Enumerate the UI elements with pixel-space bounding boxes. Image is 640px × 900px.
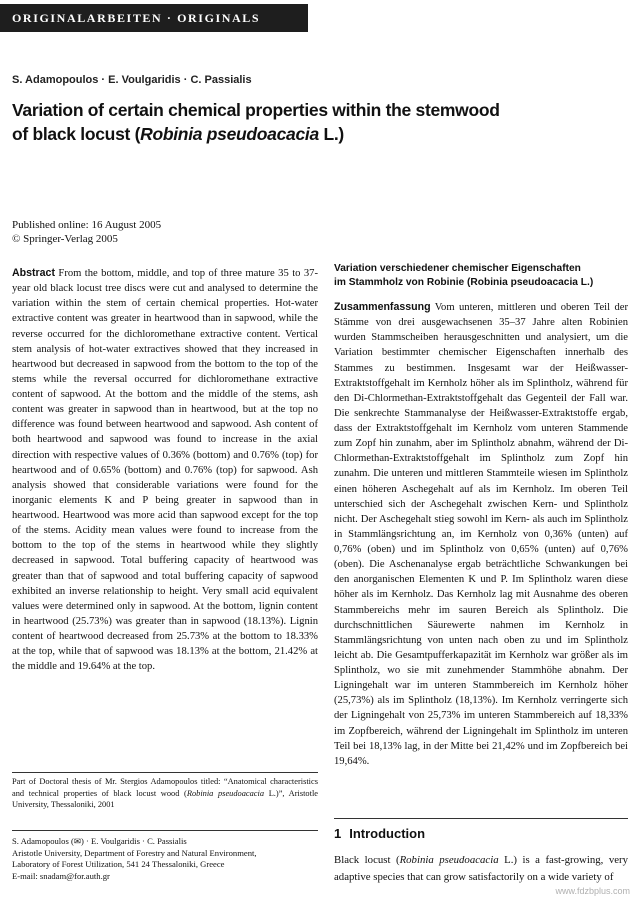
german-title-line-1: Variation verschiedener chemischer Eigenschaften <box>334 263 581 274</box>
published-date: Published online: 16 August 2005 <box>12 219 162 231</box>
affiliation-authors: S. Adamopoulos (✉) · E. Voulgaridis · C. Passialis <box>12 836 187 846</box>
article-title <box>12 98 512 146</box>
affiliation-divider <box>12 830 318 831</box>
footnote-part-1: Part of Doctoral thesis of Mr. Stergios Adamopoulos titled: “Anatomical characteristics and technical properties of black locust wood ( <box>12 777 318 798</box>
abstract <box>12 266 318 674</box>
footnote-species: Robinia pseudoacacia <box>186 788 265 798</box>
footnote-part-2: L.)”, Aristotle University, Thessaloniki, 2001 <box>12 788 318 810</box>
watermark: www.fdzbplus.com <box>555 886 630 896</box>
title-part-1: Variation of certain chemical properties within the stemwood of black locust ( <box>12 100 500 144</box>
intro-part-2: L.) is a fast-growing, very adaptive species that can grow satisfactorily on a wide variety of <box>334 854 628 883</box>
german-title <box>334 262 628 289</box>
intro-species: Robinia pseudoacacia <box>399 854 499 866</box>
author-email: E-mail: snadam@for.auth.gr <box>12 870 110 881</box>
affiliation <box>12 836 318 882</box>
publication-info <box>12 218 161 246</box>
abstract-label: Abstract <box>12 267 55 279</box>
copyright: © Springer-Verlag 2005 <box>12 233 118 245</box>
footnote <box>12 776 318 811</box>
introduction-text <box>334 852 628 886</box>
german-abstract <box>334 300 628 769</box>
german-abstract-text: Vom unteren, mittleren und oberen Teil der Stämme von drei ausgewachsenen 35–37 Jahre alten Robinien wurden Stammscheiben herausgeschnitten und analysiert, um die Variation bestimmter chemischer Eigenschaften innerhalb des Stammes zu bestimmen. Insgesamt war der Heißwasser-Extraktstoffgehalt im Kernholz höher als im Splintholz, während für den Di-Chlormethan-Extraktstoffgehalt das Gegenteil der Fall war. Die senkrechte Stammanalyse der Heißwasser-Extraktstoffe ergab, dass der Extraktstoffgehalt im Kernholz vom unteren Stammende zum Zopf hin zunahm, aber im Splintholz abnahm, während der Di-Chlormethan-Extraktstoffgehalt im Splintholz zum Zopf hin zunahm. Die unteren und mittleren Stammteile wiesen im Splintholz einen höheren Aschegehalt auf als im Kernholz. Im oberen Teil unterschied sich der Aschegehalt zwischen Kern- und Splintholz nicht. Der Aschegehalt stieg sowohl im Kern- als auch im Splintholz in Stammlängsrichtung an, im Kernholz von 0,36% (unten) auf 0,76% (oben) und im Splintholz von 0,65% (unten) auf 0,76% (oben). Die Aschenanalyse ergab beträchtliche Schwankungen bei den anorganischen Elementen K und P. Im Splintholz waren diese höher als im Kernholz. Das Kernholz lag mit Ausnahme des oberen Stammbereichs mehr im sauren Bereich als Splintholz. Die durchschnittlichen Säurewerte nahmen im Kernholz in Stammlängsrichtung von unten nach oben zu und im Splintholz leicht ab. Die Gesamtpufferkapazität im Kernholz war größer als im Splintholz, wo sie mit zunehmender Stammhöhe abnahm. Der Ligningehalt war im unteren Stammbereich im Kernholz höher (25,73%) als im Splintholz (18,13%). Im Kernholz verringerte sich der Ligningehalt von 25,73% im unteren Stammbereich auf 18,33% im Zopfbereich, während der Ligningehalt im Splintholz im unteren Teil bei 18,13% lag, in der Mitte bei 21,42% und im Zopfbereich bei 19,64%. <box>334 302 628 767</box>
introduction-heading <box>334 826 425 841</box>
title-species: Robinia pseudoacacia <box>140 124 319 144</box>
german-title-line-2: im Stammholz von Robinie (Robinia pseudoacacia L.) <box>334 276 594 288</box>
affiliation-line-2: Laboratory of Forest Utilization, 541 24 Thessaloniki, Greece <box>12 859 225 870</box>
german-abstract-label: Zusammenfassung <box>334 301 431 313</box>
section-title: Introduction <box>349 826 426 841</box>
introduction-divider <box>334 818 628 819</box>
footnote-divider <box>12 772 318 773</box>
journal-section-header: ORIGINALARBEITEN · ORIGINALS <box>0 4 308 32</box>
intro-part-1: Black locust ( <box>334 854 400 866</box>
title-part-2: L.) <box>318 124 344 144</box>
author-line: S. Adamopoulos · E. Voulgaridis · C. Passialis <box>12 74 252 86</box>
abstract-text: From the bottom, middle, and top of three mature 35 to 37-year old black locust tree discs were cut and analysed to determine the variation within the stem of certain chemical properties. Hot-water extractive content was greater in heartwood than in sapwood, while the reverse occurred for the dichloromethane extractive content. Vertical stem analysis of hot-water extractives showed that they increased in heartwood but decreased in sapwood from the bottom to the top of the stems while the reversal occurred for dichloromethane extractive content of sapwood. At the bottom and the middle of the stems, ash content was greater in sapwood than in heartwood, but at the top no difference was found between heartwood and sapwood. Ash content of both heartwood and sapwood was found to increase in the axial direction with respective values of 0.36% (bottom) and 0.76% (top) for heartwood and of 0.65% (bottom) and 0.76% (top) for sapwood. Ash analysis showed that considerable variations were found for the inorganic elements K and P being greater in sapwood than in heartwood. Heartwood was more acid than sapwood except for the top of the stems. Acidity mean values were found to increase from the bottom to the top of the stems in heartwood while they slightly decreased in sapwood. Total buffering capacity of heartwood was greater than that of sapwood and total buffering capacity of sapwood exhibited an inverse relationship to height. Very small acid equivalent values were determined only in sapwood. At the bottom, lignin content in heartwood (25.73%) was greater than in sapwood (18.13%). Lignin content of heartwood decreased from 25.73% at the bottom to 18.33% at the top, while that of sapwood was 18.13% at the bottom, 21.42% at the middle and 19.64% at the top. <box>12 268 318 673</box>
affiliation-line-1: Aristotle University, Department of Forestry and Natural Environment, <box>12 847 257 858</box>
section-number: 1 <box>334 826 342 841</box>
